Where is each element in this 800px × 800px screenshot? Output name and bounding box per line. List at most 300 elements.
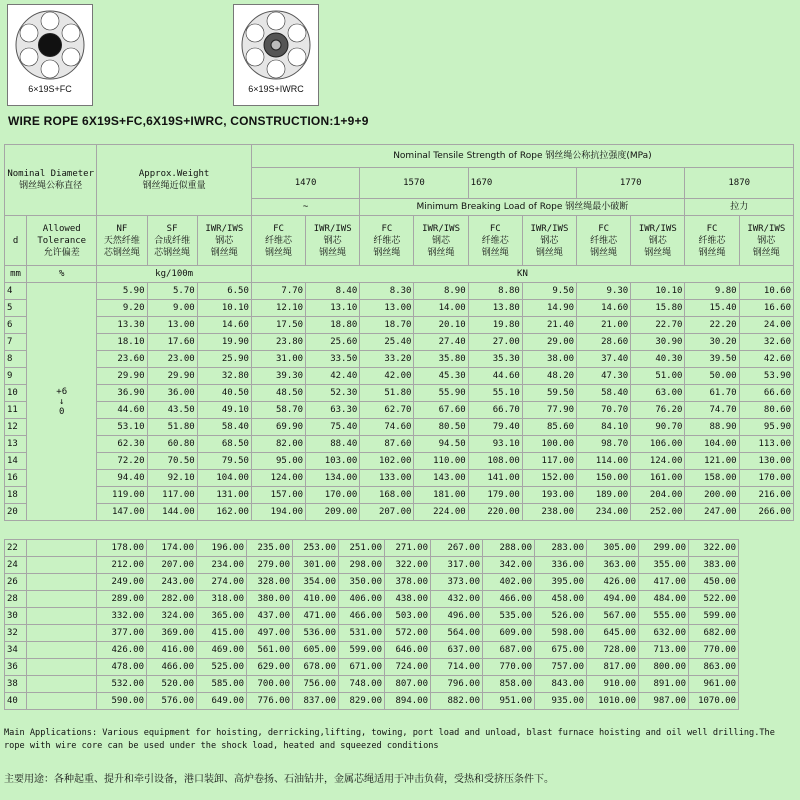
table-cell: 30: [5, 608, 27, 625]
table-cell: 48.50: [251, 385, 305, 402]
table-cell: 354.00: [293, 574, 339, 591]
table-cell: 282.00: [147, 591, 197, 608]
table-cell: 8.80: [468, 283, 522, 300]
header-text: IWR/IWS: [638, 223, 677, 234]
iwr-header-1670: [522, 216, 576, 266]
table-cell: 117.00: [147, 487, 197, 504]
header-text-cn: 纤维芯: [590, 235, 618, 246]
table-row: [5, 300, 794, 317]
table-cell: 1070.00: [689, 693, 739, 710]
table-cell: [27, 557, 97, 574]
header-text-cn: 钢芯: [432, 235, 451, 246]
table-cell: 94.40: [97, 470, 147, 487]
table-cell: 193.00: [522, 487, 576, 504]
table-row: [5, 419, 794, 436]
table-cell: 837.00: [293, 693, 339, 710]
iwr-header-1570: [414, 216, 468, 266]
table-cell: 416.00: [147, 642, 197, 659]
table-cell: 301.00: [293, 557, 339, 574]
table-cell: 121.00: [685, 453, 739, 470]
iwr-header-1770: [631, 216, 685, 266]
table-row: [5, 385, 794, 402]
table-row: [5, 574, 739, 591]
table-cell: 62.30: [97, 436, 147, 453]
table-cell: 22.70: [631, 317, 685, 334]
page-title: WIRE ROPE 6X19S+FC,6X19S+IWRC, CONSTRUCTION:1+9+9: [8, 114, 369, 128]
table-row: [5, 625, 739, 642]
table-cell: 858.00: [483, 676, 535, 693]
header-text-cn: 钢芯: [648, 235, 667, 246]
tensile-strength-header: Nominal Tensile Strength of Rope 钢丝绳公称抗拉强度(MPa): [251, 145, 793, 168]
main-applications-cn: 主要用途：各种起重、提升和牵引设备，港口装卸、高炉卷扬、石油钻井，金属芯绳适用于冲击负荷，受热和受挤压条件下。: [4, 774, 554, 785]
table-row: [5, 676, 739, 693]
header-text: IWR/IWS: [422, 223, 461, 234]
table-cell: 7: [5, 334, 27, 351]
unit-percent: %: [27, 266, 97, 283]
table-cell: 34: [5, 642, 27, 659]
table-cell: 102.00: [360, 453, 414, 470]
table-cell: 532.00: [97, 676, 147, 693]
table-cell: 536.00: [293, 625, 339, 642]
table-cell: 22: [5, 540, 27, 557]
table-cell: 682.00: [689, 625, 739, 642]
table-cell: 194.00: [251, 504, 305, 521]
grade-1770: 1770: [577, 168, 685, 199]
header-text-cn: 钢丝绳: [590, 247, 618, 258]
table-cell: 863.00: [689, 659, 739, 676]
table-cell: 95.00: [251, 453, 305, 470]
table-cell: 170.00: [739, 470, 793, 487]
header-text-cn: 钢丝绳: [481, 247, 509, 258]
table-cell: 20.10: [414, 317, 468, 334]
header-text-cn: 钢丝绳: [698, 247, 726, 258]
min-breaking-load-header: Minimum Breaking Load of Rope 钢丝绳最小破断: [360, 199, 685, 216]
table-cell: 147.00: [97, 504, 147, 521]
nf-header: [97, 216, 147, 266]
table-cell: 267.00: [431, 540, 483, 557]
header-text: FC: [706, 223, 718, 234]
table-cell: 47.30: [577, 368, 631, 385]
table-cell: 671.00: [339, 659, 385, 676]
header-text: IWR/IWS: [530, 223, 569, 234]
table-cell: 66.60: [739, 385, 793, 402]
header-text-cn: 钢丝绳公称直径: [19, 181, 83, 191]
table-cell: 350.00: [339, 574, 385, 591]
table-cell: 21.00: [577, 317, 631, 334]
table-cell: 10.10: [631, 283, 685, 300]
fc-header-1670: [468, 216, 522, 266]
table-cell: 70.50: [147, 453, 197, 470]
table-cell: 8.40: [306, 283, 360, 300]
table-cell: 9.30: [577, 283, 631, 300]
table-cell: [27, 608, 97, 625]
table-cell: 637.00: [431, 642, 483, 659]
table-cell: 50.00: [685, 368, 739, 385]
table-cell: 60.80: [147, 436, 197, 453]
header-text: Nominal Diameter: [7, 169, 95, 179]
table-cell: 22.20: [685, 317, 739, 334]
table-cell: 252.00: [631, 504, 685, 521]
table-cell: 11: [5, 402, 27, 419]
table-cell: 632.00: [639, 625, 689, 642]
table-cell: 35.30: [468, 351, 522, 368]
table-cell: 951.00: [483, 693, 535, 710]
tilde-cell: ~: [251, 199, 359, 216]
iwr-header-1870: [739, 216, 793, 266]
table-cell: 5.70: [147, 283, 197, 300]
header-text: NF: [116, 223, 128, 234]
header-text-cn: 钢丝绳近似重量: [142, 181, 206, 191]
table-cell: 891.00: [639, 676, 689, 693]
table-cell: 39.50: [685, 351, 739, 368]
header-text-cn: 纤维芯: [481, 235, 509, 246]
table-cell: 466.00: [339, 608, 385, 625]
table-cell: 37.40: [577, 351, 631, 368]
table-cell: 377.00: [97, 625, 147, 642]
table-cell: 700.00: [247, 676, 293, 693]
table-cell: 494.00: [587, 591, 639, 608]
table-cell: 207.00: [360, 504, 414, 521]
header-text: FC: [489, 223, 501, 234]
table-cell: 5: [5, 300, 27, 317]
table-body-bottom: [5, 540, 739, 710]
table-cell: [27, 693, 97, 710]
table-cell: 76.20: [631, 402, 685, 419]
table-cell: 21.40: [522, 317, 576, 334]
table-cell: 200.00: [685, 487, 739, 504]
rope-image-iwrc: [233, 4, 319, 106]
table-row: [5, 453, 794, 470]
table-cell: 30.20: [685, 334, 739, 351]
table-cell: 207.00: [147, 557, 197, 574]
table-cell: 51.80: [360, 385, 414, 402]
table-cell: 74.70: [685, 402, 739, 419]
tolerance-value: +6: [56, 386, 68, 397]
table-cell: 38: [5, 676, 27, 693]
table-cell: 605.00: [293, 642, 339, 659]
tolerance-value-cell: [27, 283, 97, 521]
table-cell: 13.80: [468, 300, 522, 317]
table-cell: 355.00: [639, 557, 689, 574]
table-cell: 51.00: [631, 368, 685, 385]
table-cell: 235.00: [247, 540, 293, 557]
table-cell: 935.00: [535, 693, 587, 710]
table-cell: 174.00: [147, 540, 197, 557]
table-cell: 564.00: [431, 625, 483, 642]
table-cell: 503.00: [385, 608, 431, 625]
table-row: [5, 334, 794, 351]
table-cell: 16: [5, 470, 27, 487]
table-cell: 417.00: [639, 574, 689, 591]
table-cell: 212.00: [97, 557, 147, 574]
table-cell: 130.00: [739, 453, 793, 470]
table-cell: 522.00: [689, 591, 739, 608]
table-cell: 36.90: [97, 385, 147, 402]
header-text-cn: 钢芯: [757, 235, 776, 246]
table-cell: 438.00: [385, 591, 431, 608]
table-cell: 10.60: [739, 283, 793, 300]
header-text-cn: 钢丝绳: [644, 247, 672, 258]
table-cell: 68.50: [197, 436, 251, 453]
table-cell: 79.40: [468, 419, 522, 436]
d-header: d: [5, 216, 27, 266]
table-cell: 119.00: [97, 487, 147, 504]
table-cell: 961.00: [689, 676, 739, 693]
table-cell: 18.70: [360, 317, 414, 334]
table-cell: 59.50: [522, 385, 576, 402]
fc-header-1570: [360, 216, 414, 266]
table-cell: 220.00: [468, 504, 522, 521]
header-text-cn: 天然纤维: [103, 235, 140, 246]
table-cell: 178.00: [97, 540, 147, 557]
table-cell: 48.20: [522, 368, 576, 385]
table-cell: 298.00: [339, 557, 385, 574]
table-cell: 598.00: [535, 625, 587, 642]
table-cell: 283.00: [535, 540, 587, 557]
table-cell: 13.00: [147, 317, 197, 334]
table-cell: 53.90: [739, 368, 793, 385]
header-text-cn: 钢丝绳: [210, 247, 238, 258]
table-cell: 18: [5, 487, 27, 504]
table-cell: 342.00: [483, 557, 535, 574]
table-cell: 894.00: [385, 693, 431, 710]
table-cell: 776.00: [247, 693, 293, 710]
table-cell: 98.70: [577, 436, 631, 453]
table-cell: 179.00: [468, 487, 522, 504]
table-cell: 49.10: [197, 402, 251, 419]
table-cell: 14.60: [197, 317, 251, 334]
table-cell: 158.00: [685, 470, 739, 487]
table-cell: 23.80: [251, 334, 305, 351]
grade-1570: 1570: [360, 168, 468, 199]
table-cell: 567.00: [587, 608, 639, 625]
table-cell: 157.00: [251, 487, 305, 504]
table-cell: 406.00: [339, 591, 385, 608]
table-cell: 383.00: [689, 557, 739, 574]
table-cell: 279.00: [247, 557, 293, 574]
table-cell: 29.00: [522, 334, 576, 351]
table-cell: 18.10: [97, 334, 147, 351]
table-cell: [27, 642, 97, 659]
header-text-cn: 纤维芯: [698, 235, 726, 246]
table-cell: 23.00: [147, 351, 197, 368]
table-cell: 19.80: [468, 317, 522, 334]
table-cell: 687.00: [483, 642, 535, 659]
table-cell: 38.00: [522, 351, 576, 368]
table-row: [5, 402, 794, 419]
table-cell: 44.60: [97, 402, 147, 419]
table-cell: 561.00: [247, 642, 293, 659]
header-text-cn: 纤维芯: [373, 235, 401, 246]
table-cell: 322.00: [689, 540, 739, 557]
table-cell: 42.60: [739, 351, 793, 368]
table-cell: 299.00: [639, 540, 689, 557]
table-cell: 426.00: [97, 642, 147, 659]
table-row: [5, 283, 794, 300]
header-text: IWR/IWS: [313, 223, 352, 234]
header-text: FC: [273, 223, 284, 234]
table-cell: 63.00: [631, 385, 685, 402]
table-cell: 52.30: [306, 385, 360, 402]
iwr-header-1470: [306, 216, 360, 266]
table-cell: 88.90: [685, 419, 739, 436]
header-text: FC: [381, 223, 393, 234]
table-cell: 8.90: [414, 283, 468, 300]
table-cell: 168.00: [360, 487, 414, 504]
table-cell: 25.40: [360, 334, 414, 351]
header-text: FC: [598, 223, 610, 234]
table-cell: 9.80: [685, 283, 739, 300]
table-cell: 67.60: [414, 402, 468, 419]
tolerance-value: 0: [59, 406, 65, 417]
table-cell: 113.00: [739, 436, 793, 453]
table-cell: 234.00: [577, 504, 631, 521]
table-cell: 32.80: [197, 368, 251, 385]
table-cell: 437.00: [247, 608, 293, 625]
table-cell: 238.00: [522, 504, 576, 521]
table-cell: 27.00: [468, 334, 522, 351]
table-cell: 72.20: [97, 453, 147, 470]
header-text-cn: 钢丝绳: [752, 247, 780, 258]
table-cell: 106.00: [631, 436, 685, 453]
table-cell: 18.80: [306, 317, 360, 334]
table-cell: 100.00: [522, 436, 576, 453]
table-cell: 910.00: [587, 676, 639, 693]
table-cell: 253.00: [293, 540, 339, 557]
table-cell: 17.60: [147, 334, 197, 351]
header-text-cn: 合成纤维: [154, 235, 191, 246]
table-cell: 713.00: [639, 642, 689, 659]
table-cell: 328.00: [247, 574, 293, 591]
table-cell: 585.00: [197, 676, 247, 693]
table-cell: 19.90: [197, 334, 251, 351]
table-cell: 31.00: [251, 351, 305, 368]
table-cell: 599.00: [689, 608, 739, 625]
table-cell: 92.10: [147, 470, 197, 487]
table-cell: 44.60: [468, 368, 522, 385]
table-cell: 161.00: [631, 470, 685, 487]
header-text-cn: 钢芯: [323, 235, 342, 246]
table-cell: 525.00: [197, 659, 247, 676]
table-cell: 108.00: [468, 453, 522, 470]
table-cell: 45.30: [414, 368, 468, 385]
table-row: [5, 659, 739, 676]
table-cell: 13.30: [97, 317, 147, 334]
table-cell: 882.00: [431, 693, 483, 710]
table-cell: 466.00: [147, 659, 197, 676]
table-cell: 770.00: [689, 642, 739, 659]
table-cell: 133.00: [360, 470, 414, 487]
table-cell: 61.70: [685, 385, 739, 402]
table-cell: 14.90: [522, 300, 576, 317]
table-row: [5, 317, 794, 334]
table-cell: 204.00: [631, 487, 685, 504]
table-cell: 13.10: [306, 300, 360, 317]
table-cell: 36: [5, 659, 27, 676]
table-cell: 40.30: [631, 351, 685, 368]
table-cell: 7.70: [251, 283, 305, 300]
table-cell: 478.00: [97, 659, 147, 676]
table-cell: 714.00: [431, 659, 483, 676]
rope-image-fc: [7, 4, 93, 106]
table-cell: 43.50: [147, 402, 197, 419]
table-cell: 63.30: [306, 402, 360, 419]
table-cell: 33.50: [306, 351, 360, 368]
table-cell: 471.00: [293, 608, 339, 625]
table-cell: 42.40: [306, 368, 360, 385]
table-row: [5, 436, 794, 453]
header-text: IWR/IWS: [747, 223, 786, 234]
table-cell: 410.00: [293, 591, 339, 608]
table-cell: 728.00: [587, 642, 639, 659]
table-cell: 289.00: [97, 591, 147, 608]
table-cell: 13.00: [360, 300, 414, 317]
table-cell: 757.00: [535, 659, 587, 676]
unit-kg: kg/100m: [97, 266, 252, 283]
header-text-cn: 纤维芯: [264, 235, 292, 246]
table-cell: 380.00: [247, 591, 293, 608]
table-cell: 181.00: [414, 487, 468, 504]
table-cell: 817.00: [587, 659, 639, 676]
header-text-cn: 钢丝绳: [427, 247, 455, 258]
table-cell: 77.90: [522, 402, 576, 419]
table-cell: 6: [5, 317, 27, 334]
rope-cross-section-fc: [10, 7, 90, 83]
table-cell: 369.00: [147, 625, 197, 642]
table-cell: 288.00: [483, 540, 535, 557]
table-cell: 496.00: [431, 608, 483, 625]
table-cell: 30.90: [631, 334, 685, 351]
table-cell: 395.00: [535, 574, 587, 591]
table-cell: 62.70: [360, 402, 414, 419]
table-cell: 144.00: [147, 504, 197, 521]
table-cell: 8: [5, 351, 27, 368]
table-cell: 58.40: [197, 419, 251, 436]
table-cell: 36.00: [147, 385, 197, 402]
table-cell: 274.00: [197, 574, 247, 591]
table-cell: 336.00: [535, 557, 587, 574]
table-cell: 432.00: [431, 591, 483, 608]
table-cell: 141.00: [468, 470, 522, 487]
table-cell: 16.60: [739, 300, 793, 317]
table-cell: 26: [5, 574, 27, 591]
table-cell: 14.00: [414, 300, 468, 317]
table-cell: 29.90: [97, 368, 147, 385]
table-cell: 526.00: [535, 608, 587, 625]
table-cell: 458.00: [535, 591, 587, 608]
table-row: [5, 504, 794, 521]
table-cell: 12: [5, 419, 27, 436]
table-cell: 28: [5, 591, 27, 608]
table-cell: 770.00: [483, 659, 535, 676]
grade-1470: 1470: [251, 168, 359, 199]
table-cell: 27.40: [414, 334, 468, 351]
table-cell: 415.00: [197, 625, 247, 642]
table-cell: 85.60: [522, 419, 576, 436]
table-row: [5, 642, 739, 659]
header-text-cn: 钢丝绳: [264, 247, 292, 258]
image-caption: 6×19S+FC: [28, 84, 72, 94]
header-text-cn: 钢芯: [540, 235, 559, 246]
table-cell: 646.00: [385, 642, 431, 659]
table-cell: 402.00: [483, 574, 535, 591]
table-cell: 796.00: [431, 676, 483, 693]
table-cell: 843.00: [535, 676, 587, 693]
table-cell: [27, 676, 97, 693]
table-cell: 24: [5, 557, 27, 574]
table-cell: 251.00: [339, 540, 385, 557]
table-row: [5, 368, 794, 385]
